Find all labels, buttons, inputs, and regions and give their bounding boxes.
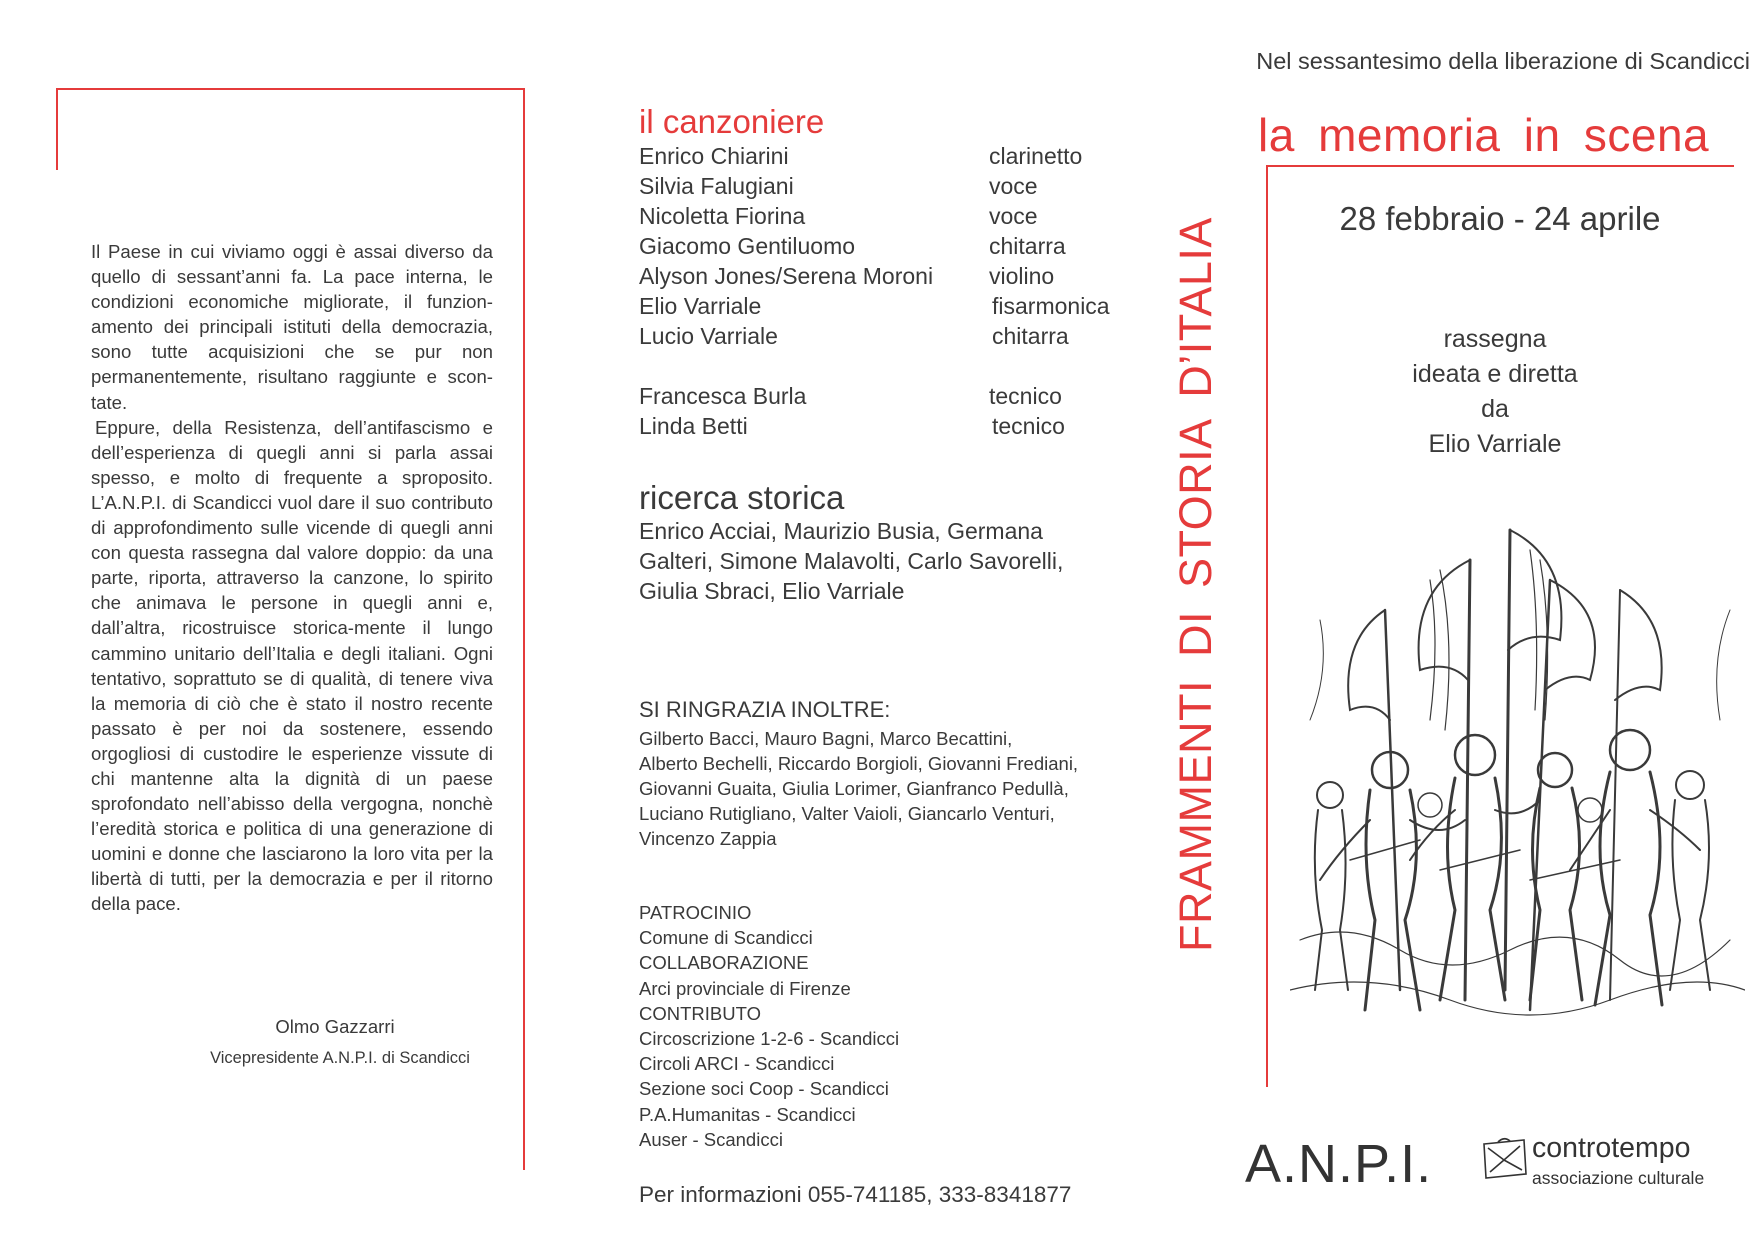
credits-line: ideata e diretta [1412, 360, 1578, 388]
event-dates: 28 febbraio - 24 aprile [1339, 200, 1661, 237]
member-name: Nicoletta Fiorina [639, 203, 806, 229]
left-frame-right-rule [523, 88, 525, 1170]
org-subtitle: associazione culturale [1532, 1168, 1705, 1188]
member-name: Silvia Falugiani [639, 173, 794, 199]
ricerca-line: Galteri, Simone Malavolti, Carlo Savorelli, [639, 548, 1064, 574]
member-name: Giacomo Gentiluomo [639, 233, 856, 259]
thanks-line: Vincenzo Zappia [639, 828, 777, 849]
contact-info: Per informazioni 055-741185, 333-8341877 [639, 1182, 1072, 1207]
ricerca-line: Giulia Sbraci, Elio Varriale [639, 578, 905, 604]
credits [1345, 322, 1645, 462]
ricerca-names [639, 516, 1109, 606]
ricerca-line: Enrico Acciai, Maurizio Busia, Germana [639, 518, 1043, 544]
cover-title: la memoria in scena [1258, 109, 1710, 161]
credits-line: Elio Varriale [1428, 430, 1562, 458]
member-role: violino [989, 263, 1055, 289]
member-row [639, 321, 1179, 351]
member-role: voce [989, 173, 1038, 199]
vertical-title: FRAMMENTI DI STORIA D’ITALIA [1170, 217, 1221, 952]
member-name: Enrico Chiarini [639, 143, 789, 169]
thanks-line: Giovanni Guaita, Giulia Lorimer, Gianfranco Pedullà, [639, 778, 1069, 799]
sponsor-heading: PATROCINIO [639, 902, 752, 923]
cover-subtitle: Nel sessantesimo della liberazione di Scandicci [1256, 48, 1750, 74]
ricerca-title: ricerca storica [639, 479, 845, 516]
thanks-line: Alberto Bechelli, Riccardo Borgioli, Giovanni Frediani, [639, 753, 1079, 774]
member-role: voce [989, 203, 1038, 229]
member-name: Alyson Jones/Serena Moroni [639, 263, 934, 289]
member-row [639, 291, 1179, 321]
sponsor-item: Sezione soci Coop - Scandicci [639, 1078, 889, 1100]
member-role: chitarra [989, 233, 1066, 259]
intro-paragraph-1: Il Paese in cui viviamo oggi è assai diverso da quello di sessant’anni fa. La pace interna, le condizioni economiche migliorate, il funzion-amento dei principali istituti della democrazia, sono tutte acquisizioni che se pur non permanentemente, risultano raggiunte e scon-tate. [91, 241, 493, 413]
sponsors-list [639, 900, 899, 1152]
member-name: Elio Varriale [639, 293, 762, 319]
technician-row [639, 411, 1179, 441]
signature-name: Olmo Gazzarri [275, 1016, 395, 1037]
credits-line: rassegna [1443, 325, 1547, 353]
technician-role: tecnico [989, 383, 1062, 409]
intro-paragraph-2: Eppure, della Resistenza, dell’antifascismo e dell’esperienza di quegli anni si parla assai spesso, e molto di frequente a sproposito. L’A.N.P.I. di Scandicci vuol dare il suo contributo di approfondimento sulle vicende di quegli anni con questa rassegna dal valore doppio: da una parte, riporta, attraverso la canzone, lo spirito che animava le persone in quegli anni e, dall’altra, ricostruisce storica-mente il lungo cammino unitario dell’Italia e degli italiani. Ogni tentativo, soprattuto se di qualità, di tenere viva la memoria di ciò che è stato il nostro recente passato è per noi da sostenere, essendo orgogliosi di custodire le esperienze vissute di chi mantenne alta la dignità di un paese sprofondato nell’abisso della vergogna, nonchè l’eredità storica e politica di una generazione di uomini e donne che lasciarono la loro vita per la libertà di tutti, per la democrazia e per il ritorno della pace. [91, 416, 493, 915]
cover-vertical-rule [1266, 165, 1268, 1087]
thanks-line: Luciano Rutigliano, Valter Vaioli, Giancarlo Venturi, [639, 803, 1055, 824]
left-frame-top-rule [56, 88, 525, 90]
sponsor-item: Comune di Scandicci [639, 927, 813, 949]
intro-text [91, 239, 493, 917]
sponsor-item: Auser - Scandicci [639, 1128, 783, 1150]
technician-row [639, 381, 1179, 411]
sponsor-heading: CONTRIBUTO [639, 1002, 761, 1024]
signature-role: Vicepresidente A.N.P.I. di Scandicci [210, 1049, 470, 1067]
technician-role: tecnico [992, 413, 1065, 439]
thanks-line: Gilberto Bacci, Mauro Bagni, Marco Becattini, [639, 728, 1013, 749]
member-row [639, 201, 1179, 231]
member-row [639, 231, 1179, 261]
credits-line: da [1481, 395, 1509, 423]
partisans-illustration [1290, 520, 1745, 1030]
member-name: Lucio Varriale [639, 323, 778, 349]
controtempo-logo-icon [1480, 1134, 1530, 1182]
technician-name: Linda Betti [639, 413, 748, 439]
member-role: fisarmonica [992, 293, 1110, 319]
sponsor-item: P.A.Humanitas - Scandicci [639, 1103, 856, 1125]
member-row [639, 261, 1179, 291]
anpi-logo: A.N.P.I. [1245, 1134, 1433, 1194]
title-underline [1268, 165, 1734, 167]
canzoniere-title: il canzoniere [639, 103, 825, 140]
thanks-title: SI RINGRAZIA INOLTRE: [639, 697, 891, 722]
left-frame-left-rule [56, 88, 58, 170]
member-row [639, 141, 1179, 171]
member-role: clarinetto [989, 143, 1083, 169]
member-row [639, 171, 1179, 201]
member-role: chitarra [992, 323, 1069, 349]
technician-name: Francesca Burla [639, 383, 807, 409]
sponsor-item: Circoli ARCI - Scandicci [639, 1053, 835, 1075]
sponsor-item: Arci provinciale di Firenze [639, 977, 851, 999]
sponsor-heading: COLLABORAZIONE [639, 952, 809, 974]
sponsor-item: Circoscrizione 1-2-6 - Scandicci [639, 1028, 900, 1050]
thanks-names [639, 726, 1119, 851]
org-name: controtempo [1532, 1132, 1691, 1164]
